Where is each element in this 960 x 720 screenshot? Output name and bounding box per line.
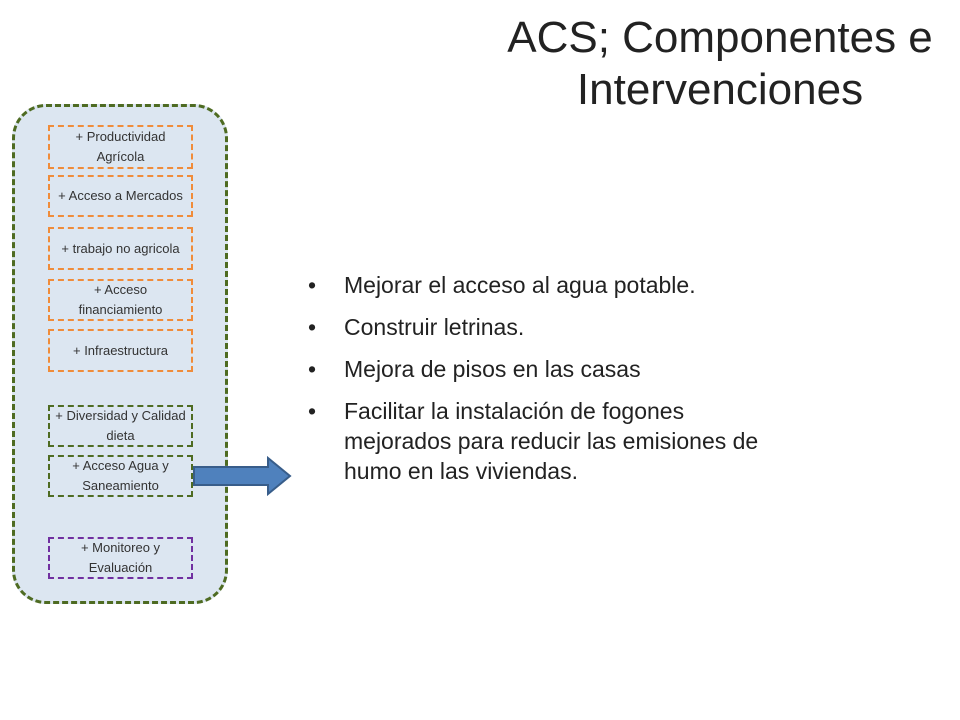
intervention-text: Mejorar el acceso al agua potable.: [344, 272, 696, 298]
bullet-icon: •: [308, 356, 317, 382]
intervention-item: [308, 312, 778, 342]
arrow-right-icon: [193, 456, 293, 496]
title-line-2: Intervenciones: [576, 65, 864, 114]
title-line-1: ACS; Componentes e: [507, 13, 933, 62]
component-productividad-agricola: + Productividad Agrícola: [48, 125, 193, 169]
component-diversidad-dieta: + Diversidad y Calidad dieta: [48, 405, 193, 447]
component-monitoreo-evaluacion: + Monitoreo y Evaluación: [48, 537, 193, 579]
intervention-text: Construir letrinas.: [344, 314, 525, 340]
intervention-text: Mejora de pisos en las casas: [344, 356, 641, 382]
bullet-icon: •: [308, 398, 317, 424]
component-acceso-mercados: + Acceso a Mercados: [48, 175, 193, 217]
intervention-item: [308, 270, 778, 300]
bullet-icon: •: [308, 314, 317, 340]
bullet-icon: •: [308, 272, 317, 298]
intervention-item: [308, 396, 778, 486]
component-acceso-agua-saneamiento: + Acceso Agua y Saneamiento: [48, 455, 193, 497]
interventions-list: [308, 270, 778, 498]
component-infraestructura: + Infraestructura: [48, 329, 193, 372]
intervention-text: Facilitar la instalación de fogones mejorados para reducir las emisiones de humo en las viviendas.: [344, 398, 759, 484]
component-acceso-financiamiento: + Acceso financiamiento: [48, 279, 193, 321]
intervention-item: [308, 354, 778, 384]
slide-title: [470, 12, 960, 116]
component-trabajo-no-agricola: + trabajo no agricola: [48, 227, 193, 270]
